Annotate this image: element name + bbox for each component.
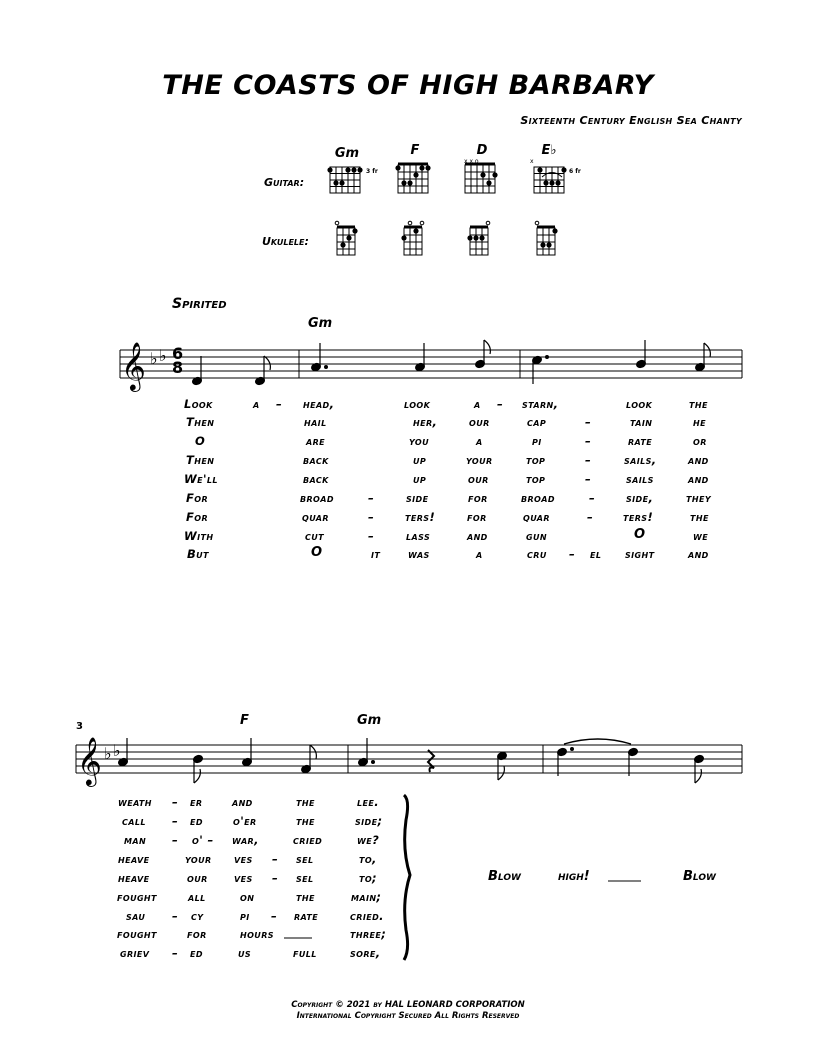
lyric: el [590, 547, 602, 561]
flat-e-2: ♭ [113, 741, 121, 760]
song-title: THE COASTS OF HIGH BARBARY [162, 70, 654, 101]
chord-diagram-name-f: F [410, 143, 420, 158]
lyric: look [626, 397, 653, 411]
measure-number: 3 [76, 721, 83, 732]
chord-diagram-name-gm: Gm [334, 146, 360, 161]
lyric: broad [300, 491, 334, 505]
lyric: – [272, 871, 279, 885]
treble-clef-2: 𝄞 [77, 736, 102, 785]
lyric: – [272, 852, 279, 866]
copyright-line-2: International Copyright Secured All Rights Reserved [296, 1011, 520, 1021]
lyric: – [368, 510, 375, 524]
guitar-dots-f [395, 165, 430, 185]
lyric: hail [304, 415, 327, 429]
staff-1 [120, 350, 742, 378]
lyric: tain [630, 415, 653, 429]
lyric: the [296, 890, 315, 904]
lyric: her, [413, 415, 438, 429]
lyric: But [187, 547, 209, 561]
lyric: ters! [623, 510, 654, 524]
lyric: your [466, 453, 493, 467]
lyric: ters! [405, 510, 436, 524]
staff-1-notes [192, 340, 711, 386]
song-subtitle: Sixteenth Century English Sea Chanty [520, 114, 742, 127]
flat-b-2: ♭ [104, 744, 112, 763]
lyric: rate [628, 434, 653, 448]
lyric: o'er [233, 814, 257, 828]
lyric: starn, [522, 397, 559, 411]
lyric: gun [526, 529, 547, 543]
lyric: – [172, 909, 179, 923]
lyric: full [293, 946, 317, 960]
lyric: o' – [192, 833, 214, 847]
lyric: hours [240, 927, 274, 941]
lyric: cap [527, 415, 547, 429]
lyric: for [468, 491, 488, 505]
lyric: they [686, 491, 712, 505]
lyric: fought [117, 927, 157, 941]
lyric: O [195, 434, 206, 448]
lyric: heave [118, 852, 150, 866]
lyric: or [693, 434, 707, 448]
ukulele-diagram-eb [535, 221, 555, 255]
lyric: er [190, 795, 203, 809]
lyric: to, [359, 852, 377, 866]
lyric: and [467, 529, 488, 543]
lyric: – [368, 491, 375, 505]
lyric: your [185, 852, 212, 866]
lyric: – [271, 909, 278, 923]
lyric: look [404, 397, 431, 411]
lyric: – [585, 453, 592, 467]
treble-clef-1: 𝄞 [121, 341, 146, 390]
lyric: weath [118, 795, 152, 809]
lyric: quar [302, 510, 329, 524]
lyric: – [569, 547, 576, 561]
ukulele-label: Ukulele: [262, 235, 309, 248]
lyric: it [371, 547, 381, 561]
lyric: With [184, 529, 214, 543]
lyric: back [303, 453, 329, 467]
lyric: side; [355, 814, 383, 828]
lyric: us [238, 946, 252, 960]
lyric: the [689, 397, 708, 411]
lyric: heave [118, 871, 150, 885]
lyric: and [688, 472, 709, 486]
time-signature: 6 8 [172, 344, 184, 377]
lyric: – [172, 833, 179, 847]
lyric: – [587, 510, 594, 524]
ukulele-diagram-f [404, 221, 424, 255]
lyric: we? [357, 833, 380, 847]
guitar-label: Guitar: [264, 176, 305, 189]
flat-e-1: ♭ [159, 346, 167, 365]
flat-b-1: ♭ [150, 349, 158, 368]
lyric: O [634, 527, 646, 542]
lyric: sight [625, 547, 655, 561]
lyric: and [232, 795, 253, 809]
lyric: our [187, 871, 208, 885]
eighth-rest [428, 750, 434, 772]
staff-2 [76, 745, 742, 773]
chord-symbol-gm-2: Gm [357, 713, 382, 728]
chord-symbol-f: F [240, 713, 249, 728]
lyric: and [688, 453, 709, 467]
lyric: to; [359, 871, 378, 885]
chord-diagram-name-d: D [476, 143, 488, 158]
lyric: We'll [184, 472, 218, 486]
lyric: on [240, 890, 255, 904]
lyric: are [306, 434, 326, 448]
lyric: For [186, 491, 209, 505]
lyric: for [187, 927, 207, 941]
copyright-notice [0, 1000, 816, 1022]
lyric: sel [296, 852, 314, 866]
lyric: up [413, 472, 427, 486]
lyric: was [408, 547, 430, 561]
eb-fret-label: 6 fr [569, 168, 581, 175]
lyric: sel [296, 871, 314, 885]
lyric: – [172, 946, 179, 960]
guitar-dots-gm [327, 167, 362, 185]
lyric: back [303, 472, 329, 486]
lyric: sore, [350, 946, 381, 960]
lyric: – [276, 397, 283, 411]
lyric: pi [532, 434, 542, 448]
lyric: war, [232, 833, 259, 847]
lyric: side, [626, 491, 654, 505]
lyric: sails [626, 472, 654, 486]
lyric: – [585, 472, 592, 486]
lyric: we [693, 529, 709, 543]
lyric: lee. [357, 795, 379, 809]
lyric: man [124, 833, 147, 847]
guitar-diagram-d [465, 164, 495, 193]
lyric: the [690, 510, 709, 524]
chorus-word-high: high! [558, 869, 590, 884]
lyric: up [413, 453, 427, 467]
lyric: three; [350, 927, 387, 941]
lyric: for [467, 510, 487, 524]
lyric: and [688, 547, 709, 561]
chord-symbol-gm-1: Gm [308, 316, 333, 331]
lyric: pi [240, 909, 250, 923]
gm-fret-label: 3 fr [366, 168, 378, 175]
lyric: fought [117, 890, 157, 904]
lyric: call [122, 814, 146, 828]
lyric: Then [186, 415, 215, 429]
lyric: cut [305, 529, 325, 543]
verse-brace [404, 795, 410, 960]
ukulele-diagram-gm [335, 221, 355, 255]
lyric: you [409, 434, 430, 448]
lyric: our [468, 472, 489, 486]
lyric: Then [186, 453, 215, 467]
lyric: the [296, 814, 315, 828]
d-string-marks: x x o [464, 158, 479, 165]
lyric: – [585, 434, 592, 448]
lyric: the [296, 795, 315, 809]
lyric: – [589, 491, 596, 505]
lyric: Look [184, 397, 213, 411]
copyright-line-1: Copyright © 2021 by HAL LEONARD CORPORATION [291, 1000, 525, 1010]
lyric: sails, [624, 453, 657, 467]
lyric: cy [191, 909, 204, 923]
lyric: rate [294, 909, 319, 923]
eb-string-marks: x [530, 158, 534, 165]
tempo-marking: Spirited [172, 296, 227, 312]
lyric: – [368, 529, 375, 543]
ukulele-dots-d [467, 235, 484, 240]
lyric: sau [126, 909, 146, 923]
lyric: he [693, 415, 706, 429]
lyric: broad [521, 491, 555, 505]
lyric: O [311, 545, 323, 560]
lyric: – [172, 814, 179, 828]
lyric: – [585, 415, 592, 429]
lyric: For [186, 510, 209, 524]
lyric: main; [351, 890, 382, 904]
lyric: a [253, 397, 260, 411]
lyric: lass [406, 529, 431, 543]
lyric: – [172, 795, 179, 809]
lyric: all [188, 890, 206, 904]
chord-diagram-name-eb: E♭ [541, 143, 557, 158]
lyric: side [406, 491, 429, 505]
lyric: cried. [350, 909, 384, 923]
lyric: top [526, 472, 546, 486]
lyric: our [469, 415, 490, 429]
lyric: – [497, 397, 504, 411]
lyric: griev [120, 946, 150, 960]
chorus-word-blow-2: Blow [683, 869, 716, 884]
lyric: a [474, 397, 481, 411]
lyric: cried [293, 833, 323, 847]
lyric: cru [527, 547, 547, 561]
lyric: a [476, 547, 483, 561]
chorus-word-blow-1: Blow [488, 869, 521, 884]
lyric: top [526, 453, 546, 467]
lyric: ves [234, 871, 253, 885]
lyric: quar [523, 510, 550, 524]
lyric: head, [303, 397, 335, 411]
lyric: ed [190, 814, 203, 828]
lyric: a [476, 434, 483, 448]
lyric: ed [190, 946, 203, 960]
lyric: ves [234, 852, 253, 866]
